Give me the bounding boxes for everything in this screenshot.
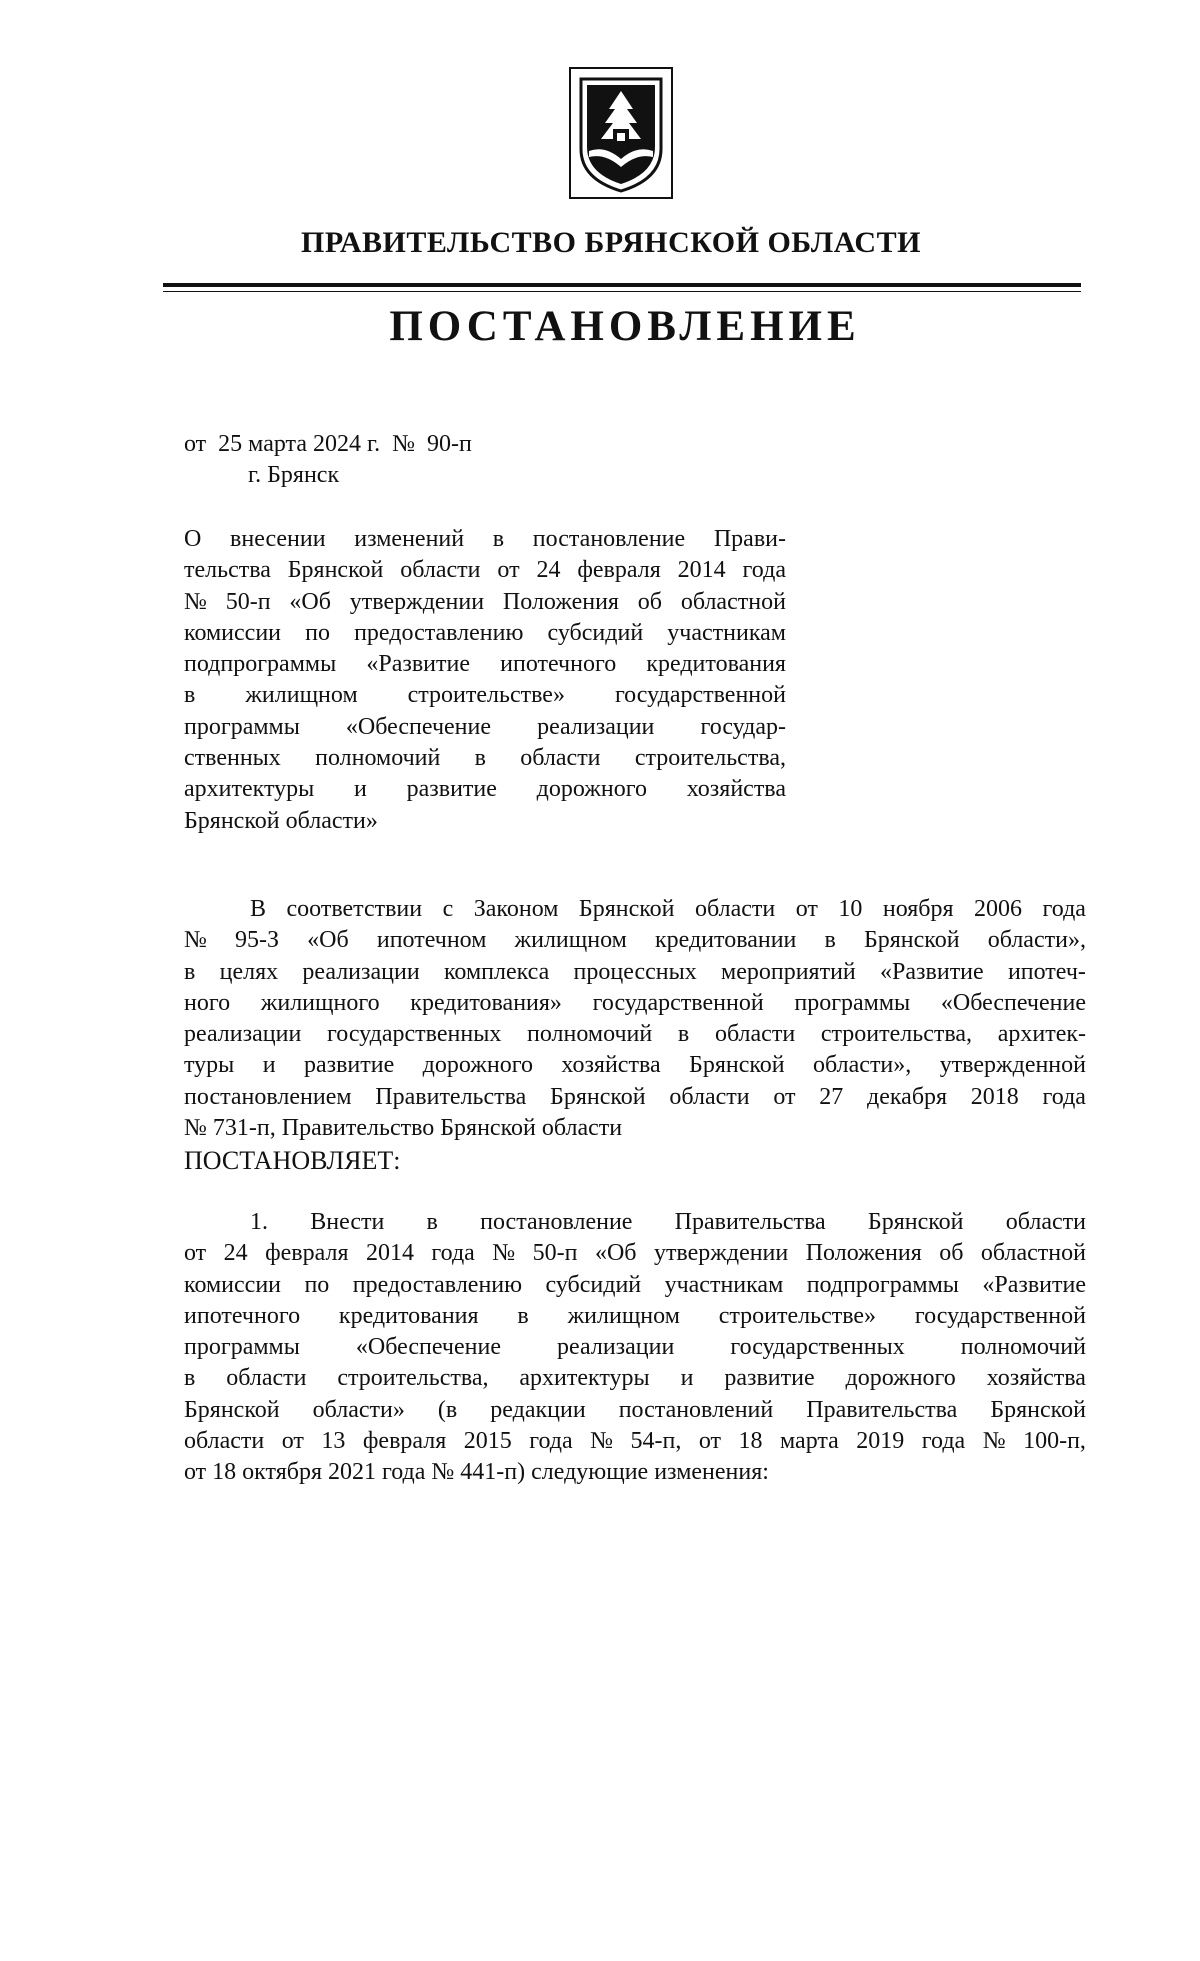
subject-line-text: подпрограммы «Развитие ипотечного кредитования (184, 651, 786, 678)
subject-line (184, 555, 786, 586)
decree-word: ПОСТАНОВЛЯЕТ: (184, 1146, 401, 1175)
subject-line-text: О внесении изменений в постановление Прави- (184, 526, 786, 552)
item-line (184, 1270, 1086, 1301)
preamble-line-text: в целях реализации комплекса процессных мероприятий «Развитие ипотеч- (184, 958, 1086, 985)
preamble-line-text: В соответствии с Законом Брянской области от 10 ноября 2006 года (250, 896, 1086, 922)
subject-line-text: № 50-п «Об утверждении Положения об областной (184, 588, 786, 615)
preamble-line-text: ного жилищного кредитования» государственной программы «Обеспечение (184, 989, 1086, 1016)
item-line-text: от 18 октября 2021 года № 441-п) следующие изменения: (184, 1459, 769, 1486)
preamble-paragraph (184, 894, 1086, 1144)
item-line-text: области от 13 февраля 2015 года № 54-п, от 18 марта 2019 года № 100-п, (184, 1428, 1086, 1455)
subject-line-text: тельства Брянской области от 24 февраля 2014 года (184, 557, 786, 584)
document-type-title: ПОСТАНОВЛЕНИЕ (389, 303, 861, 350)
subject-line (184, 618, 786, 649)
item-line (184, 1301, 1086, 1332)
item-line (184, 1457, 1086, 1488)
subject-line (184, 743, 786, 774)
preamble-line (184, 1113, 1086, 1144)
document-city: г. Брянск (248, 462, 340, 488)
subject-line (184, 649, 786, 680)
organization-title: ПРАВИТЕЛЬСТВО БРЯНСКОЙ ОБЛАСТИ (301, 226, 921, 259)
subject-line (184, 524, 786, 555)
subject-line (184, 680, 786, 711)
item-line-text: 1. Внести в постановление Правительства Брянской области (250, 1209, 1086, 1235)
preamble-line (184, 957, 1086, 988)
item-line-text: Брянской области» (в редакции постановлений Правительства Брянской (184, 1396, 1086, 1423)
subject-line-text: программы «Обеспечение реализации государ- (184, 713, 786, 740)
subject-line-text: архитектуры и развитие дорожного хозяйства (184, 776, 786, 803)
item-line-text: программы «Обеспечение реализации государственных полномочий (184, 1334, 1086, 1361)
preamble-line (184, 1082, 1086, 1113)
item-line-text: ипотечного кредитования в жилищном строительстве» государственной (184, 1302, 1086, 1329)
header-rule-thin (163, 291, 1081, 292)
preamble-line-text: № 731-п, Правительство Брянской области (184, 1115, 623, 1142)
document-date-number: от 25 марта 2024 г. № 90-п (184, 431, 472, 457)
item-line (184, 1332, 1086, 1363)
item-line (184, 1207, 1086, 1238)
item-line-text: от 24 февраля 2014 года № 50-п «Об утверждении Положения об областной (184, 1240, 1086, 1267)
item-line (184, 1395, 1086, 1426)
preamble-line-text: постановлением Правительства Брянской области от 27 декабря 2018 года (184, 1083, 1086, 1110)
item-line (184, 1426, 1086, 1457)
subject-line-text: Брянской области» (184, 807, 378, 834)
item-line (184, 1363, 1086, 1394)
document-subject (184, 524, 786, 837)
preamble-line (184, 1019, 1086, 1050)
preamble-line (184, 925, 1086, 956)
header-rule-thick (163, 283, 1081, 287)
bryansk-coat-of-arms-icon (569, 67, 673, 199)
subject-line (184, 806, 786, 837)
preamble-line-text: реализации государственных полномочий в области строительства, архитек- (184, 1021, 1086, 1048)
subject-line-text: комиссии по предоставлению субсидий участникам (184, 619, 786, 646)
subject-line (184, 774, 786, 805)
subject-line (184, 712, 786, 743)
preamble-line-text: туры и развитие дорожного хозяйства Брянской области», утвержденной (184, 1052, 1086, 1079)
preamble-line-text: № 95-З «Об ипотечном жилищном кредитовании в Брянской области», (184, 927, 1086, 954)
preamble-line (184, 894, 1086, 925)
preamble-line (184, 988, 1086, 1019)
item-1-paragraph (184, 1207, 1086, 1489)
item-line (184, 1238, 1086, 1269)
preamble-line (184, 1050, 1086, 1081)
subject-line-text: в жилищном строительстве» государственной (184, 682, 786, 709)
subject-line-text: ственных полномочий в области строительства, (184, 745, 786, 772)
subject-line (184, 587, 786, 618)
item-line-text: в области строительства, архитектуры и развитие дорожного хозяйства (184, 1365, 1086, 1392)
item-line-text: комиссии по предоставлению субсидий участникам подпрограммы «Развитие (184, 1271, 1086, 1298)
